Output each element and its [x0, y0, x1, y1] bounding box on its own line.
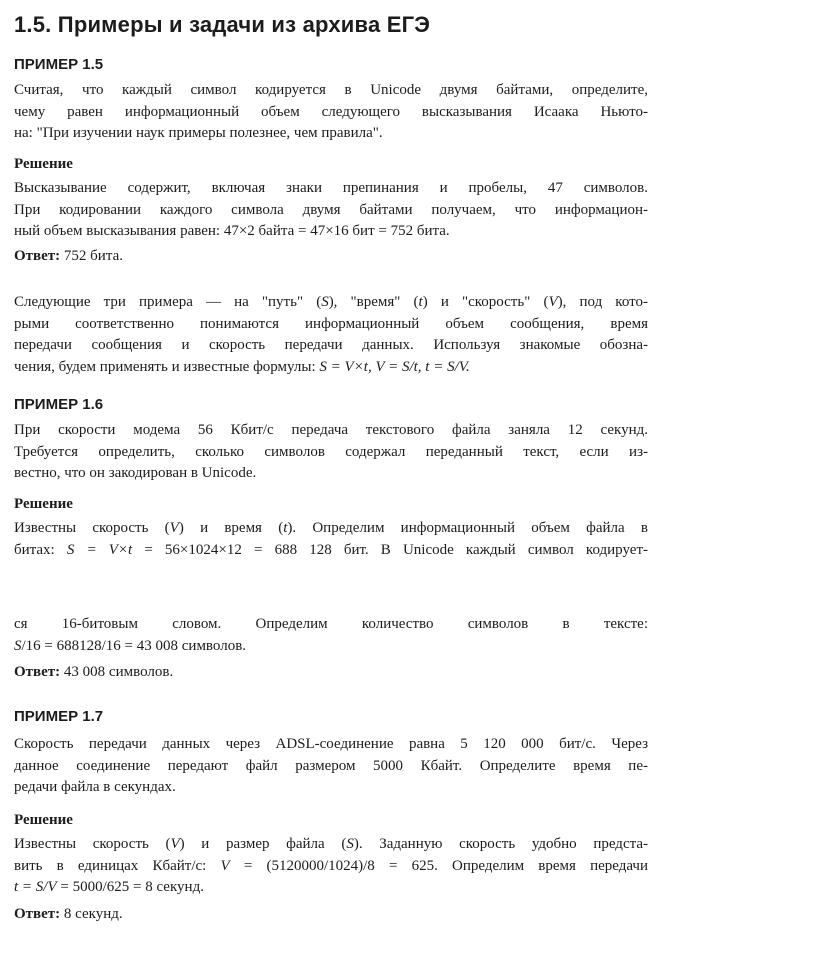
- var-s: S: [14, 637, 22, 654]
- section-title: 1.5. Примеры и задачи из архива ЕГЭ: [14, 12, 431, 37]
- text-fragment: битах:: [14, 541, 67, 558]
- example-1-5-solution: [14, 178, 648, 243]
- text-fragment: /16 = 688128/16 = 43 008 символов.: [21, 637, 247, 654]
- text-line: [14, 540, 648, 562]
- var-s: S: [346, 836, 354, 852]
- example-1-6-solution-label: Решение: [14, 496, 73, 512]
- text-line: данное соединение передают файл размером 5000 Кбайт. Определите время пе-: [14, 757, 648, 774]
- text-fragment: = 5000/625 = 8 секунд.: [56, 879, 204, 895]
- var-v: V: [220, 857, 230, 874]
- answer-label: Ответ:: [14, 906, 61, 922]
- text-line: Высказывание содержит, включая знаки препинания и пробелы, 47 символов.: [14, 180, 648, 196]
- example-1-7-heading: ПРИМЕР 1.7: [14, 708, 104, 725]
- text-fragment: ) и время (: [178, 520, 284, 536]
- text-line: [14, 636, 648, 658]
- text-line: Скорость передачи данных через ADSL-соединение равна 5 120 000 бит/с. Через: [14, 736, 648, 752]
- example-1-5-question: [14, 80, 648, 145]
- example-1-6-solution-part1: [14, 518, 648, 561]
- text-line: рыми соответственно понимаются информационный объем сообщения, время: [14, 315, 648, 332]
- text-fragment: ). Заданную скорость удобно предста-: [353, 836, 648, 852]
- text-line: [14, 357, 648, 379]
- var-t: t: [418, 294, 423, 310]
- example-1-7-question: [14, 734, 648, 799]
- example-1-6-question: [14, 420, 648, 485]
- text-line: При кодировании каждого символа двумя байтами получаем, что информацион-: [14, 201, 648, 218]
- text-fragment: ) и размер файла (: [179, 836, 347, 852]
- text-line: ный объем высказывания равен: 47×2 байта = 47×16 бит = 752 бита.: [14, 223, 450, 239]
- text-fragment: ). Определим информационный объем файла в: [287, 520, 648, 536]
- answer-label: Ответ:: [14, 248, 61, 264]
- text-line: [14, 834, 648, 856]
- answer-value: 43 008 символов.: [63, 664, 174, 680]
- text-line: на: "При изучении наук примеры полезнее, чем правила".: [14, 125, 383, 141]
- answer-value: 8 секунд.: [63, 906, 123, 922]
- var-v: V: [170, 836, 180, 852]
- text-line: чему равен информационный объем следующего высказывания Исаака Ньюто-: [14, 103, 648, 120]
- text-fragment: Следующие три примера — на "путь" (: [14, 294, 322, 310]
- text-fragment: Известны скорость (: [14, 520, 170, 536]
- var-v: V: [169, 520, 179, 536]
- text-line: Требуется определить, сколько символов содержал переданный текст, если из-: [14, 443, 648, 460]
- text-fragment: ), "время" (: [328, 294, 419, 310]
- text-fragment: = (5120000/1024)/8 = 625. Определим время передачи: [229, 857, 648, 874]
- text-line: редачи файла в секундах.: [14, 779, 176, 795]
- intro-paragraph: [14, 292, 648, 378]
- answer-value: 752 бита.: [63, 248, 123, 264]
- formulas: S = V×t, V = S/t, t = S/V.: [319, 358, 470, 375]
- example-1-7-answer: [14, 906, 123, 923]
- formula: S = V×t: [66, 541, 133, 558]
- var-s: S: [321, 294, 329, 310]
- example-1-7-solution-label: Решение: [14, 812, 73, 828]
- text-line: Считая, что каждый символ кодируется в Unicode двумя байтами, определите,: [14, 82, 648, 98]
- text-line: [14, 877, 648, 899]
- text-line: вестно, что он закодирован в Unicode.: [14, 465, 257, 481]
- text-fragment: ) и "скорость" (: [422, 294, 549, 310]
- example-1-7-solution: [14, 834, 648, 899]
- text-line: [14, 856, 648, 878]
- text-fragment: = 56×1024×12 = 688 128 бит. В Unicode каждый символ кодирует-: [132, 541, 648, 558]
- answer-label: Ответ:: [14, 664, 61, 680]
- text-fragment: чения, будем применять и известные формулы:: [14, 358, 320, 375]
- var-t: t: [283, 520, 288, 536]
- example-1-5-heading: ПРИМЕР 1.5: [14, 56, 104, 73]
- formula: t = S/V: [14, 879, 57, 895]
- text-fragment: вить в единицах Кбайт/с:: [14, 857, 221, 874]
- text-line: передачи сообщения и скорость передачи данных. Используя знакомые обозна-: [14, 337, 648, 353]
- example-1-5-solution-label: Решение: [14, 156, 73, 172]
- example-1-6-heading: ПРИМЕР 1.6: [14, 396, 104, 413]
- example-1-6-answer: [14, 664, 173, 681]
- example-1-5-answer: [14, 248, 123, 265]
- text-line: ся 16-битовым словом. Определим количество символов в тексте:: [14, 616, 648, 632]
- example-1-6-solution-part2: [14, 614, 648, 657]
- text-line: [14, 518, 648, 540]
- text-fragment: ), под кото-: [557, 294, 648, 310]
- text-fragment: Известны скорость (: [14, 836, 171, 852]
- text-line: При скорости модема 56 Кбит/с передача текстового файла заняла 12 секунд.: [14, 422, 648, 438]
- text-line: [14, 292, 648, 314]
- var-v: V: [548, 294, 558, 310]
